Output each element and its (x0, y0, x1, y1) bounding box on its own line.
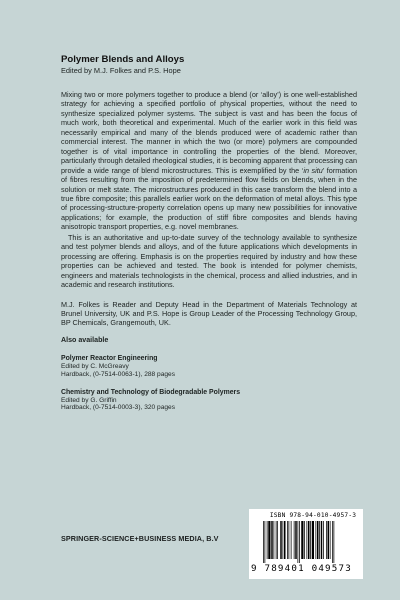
also-available-heading: Also available (61, 335, 109, 344)
isbn-text: ISBN 978-94-010-4957-3 (269, 512, 357, 519)
barcode-bar (304, 521, 305, 559)
barcode-bars (263, 521, 359, 563)
barcode-bar (267, 521, 268, 559)
barcode-bar (326, 521, 327, 559)
barcode-bar (298, 521, 299, 563)
description-paragraph-2: This is an authoritative and up-to-date survey of the technology available to synthesize and test polymer blends and alloys, and of the future applications which developments in processing are offering. Emphasis is on the properties required by industry and how these properties can be achieved and tested. The book is intended for polymer chemists, engineers and materials technologists in the chemical, process and allied industries, and in academic and research institutions. (61, 232, 357, 290)
barcode-bar (274, 521, 275, 559)
related-book-editor: Edited by G. Griffin (61, 396, 117, 404)
related-book-title: Polymer Reactor Engineering (61, 354, 158, 362)
barcode-bar (291, 521, 292, 559)
barcode-bar (310, 521, 311, 559)
publisher-name: SPRINGER-SCIENCE+BUSINESS MEDIA, B.V (61, 534, 219, 543)
barcode-bar (308, 521, 310, 559)
barcode-bar (334, 521, 335, 563)
book-editors: Edited by M.J. Folkes and P.S. Hope (61, 66, 181, 75)
author-bio-paragraph: M.J. Folkes is Reader and Deputy Head in the Department of Materials Technology at Brunel University, UK and P.S. Hope is Group Leader of the Processing Technology Group, BP Chemicals, Grangemouth, UK. (61, 299, 357, 328)
book-title: Polymer Blends and Alloys (61, 54, 185, 65)
barcode-bar (299, 521, 300, 563)
description-p1-text-b: ’ formation of fibres resulting from the imposition of predetermined flow fields on blends, when in the solution or melt state. The microstructures produced in this case transform the blend into a true fibre composite; this parallels earlier work on the deformation of metal alloys. This type of processing-structure-property correlation opens up many new possibilities for innovative applications; for example, the production of stiff fibre composites and blends having anisotropic transport properties, e.g. novel membranes. (61, 165, 357, 232)
barcode-bar (287, 521, 288, 559)
barcode-bar (323, 521, 324, 559)
related-book-details: Hardback, (0-7514-0003-3), 320 pages (61, 404, 175, 412)
barcode-bar (312, 521, 314, 559)
related-book-editor: Edited by C. McGreavy (61, 362, 129, 370)
description-p1-italic: in situ (303, 165, 323, 175)
description-paragraph-1 (61, 90, 357, 232)
barcode-bar (277, 521, 278, 559)
related-book-details: Hardback, (0-7514-0063-1), 288 pages (61, 370, 175, 378)
barcode-bar (280, 521, 282, 559)
barcode-bar (276, 521, 277, 559)
cover-text-block (61, 54, 357, 412)
barcode-bar (265, 521, 266, 563)
barcode-graphic (263, 521, 359, 563)
also-available-item (61, 355, 357, 379)
barcode-digits: 9 789401 049573 (251, 563, 352, 574)
also-available-item (61, 389, 357, 413)
barcode-bar (295, 521, 297, 559)
barcode-bar (263, 521, 264, 563)
barcode-bar (289, 521, 290, 559)
barcode-bar (317, 521, 319, 559)
barcode-bar (294, 521, 295, 559)
barcode-bar (328, 521, 330, 559)
description-p1-text-a: Mixing two or more polymers together to produce a blend (or ‘alloy’) is one well-established strategy for achieving a specified portfolio of physical properties, without the need to synthesize specialized polymer systems. The subject is vast and has been the focus of much work, both theoretical and experimental. Much of the earlier work in this field was necessarily empirical and many of the blends produced were of academic rather than commercial interest. The manner in which the two (or more) polymers are compounded together is of vital importance in controlling the properties of the blend. Moreover, particularly through detailed rheological studies, it is becoming apparent that processing can provide a wide range of blend microstructures. This is exemplified by the ‘ (61, 90, 357, 175)
barcode-bar (330, 521, 331, 559)
barcode-bar (268, 521, 270, 559)
barcode-bar (321, 521, 323, 559)
barcode-bar (316, 521, 317, 559)
barcode-bar (284, 521, 286, 559)
barcode-bar (319, 521, 320, 559)
barcode-bar (271, 521, 273, 559)
barcode-bar (283, 521, 284, 559)
barcode-bar (301, 521, 303, 559)
related-book-title: Chemistry and Technology of Biodegradable Polymers (61, 388, 241, 396)
barcode-bar (332, 521, 333, 563)
barcode-label (249, 509, 363, 579)
barcode-bar (307, 521, 308, 559)
